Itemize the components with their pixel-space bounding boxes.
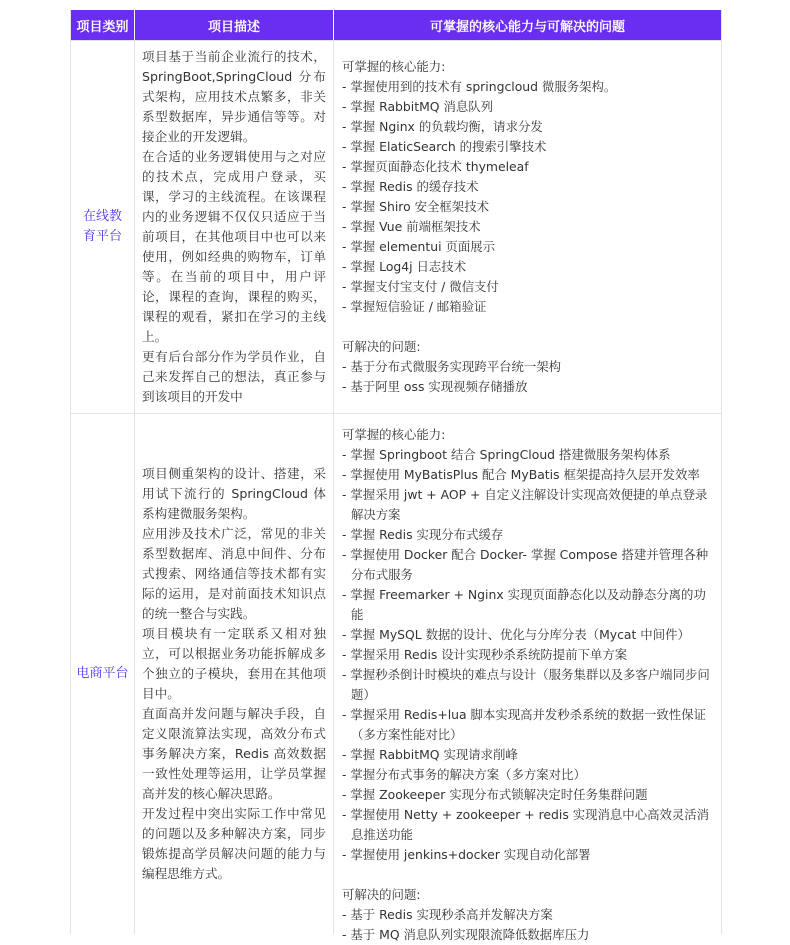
row-description <box>135 414 334 934</box>
capability-item: - 掌握使用 Netty + zookeeper + redis 实现消息中心高效灵活消息推送功能 <box>342 807 710 842</box>
capabilities-title: 可掌握的核心能力: <box>342 427 446 442</box>
description-paragraph: 直面高并发问题与解决手段，自定义限流算法实现，高效分布式事务解决方案，Redis 高效数据一致性处理等运用，让学员掌握高并发的核心解决思路。 <box>142 706 326 801</box>
header-category: 项目类别 <box>71 10 135 40</box>
description-paragraph: 项目模块有一定联系又相对独立，可以根据业务功能拆解成多个独立的子模块，套用在其他项目中。 <box>142 626 326 701</box>
capability-item: - 掌握 Redis 实现分布式缓存 <box>342 527 504 542</box>
capability-item: - 掌握 Redis 的缓存技术 <box>342 179 479 194</box>
row-category: 在线教育平台 <box>71 41 135 413</box>
problem-item: - 基于 Redis 实现秒杀高并发解决方案 <box>342 907 553 922</box>
capability-item: - 掌握 RabbitMQ 消息队列 <box>342 99 494 114</box>
capability-item: - 掌握使用到的技术有 springcloud 微服务架构。 <box>342 79 617 94</box>
row-description <box>135 41 334 413</box>
capabilities-title: 可掌握的核心能力: <box>342 59 446 74</box>
capability-item: - 掌握 Log4j 日志技术 <box>342 259 467 274</box>
problems-title: 可解决的问题: <box>342 339 421 354</box>
capability-item: - 掌握分布式事务的解决方案（多方案对比） <box>342 767 586 782</box>
capability-item: - 掌握采用 jwt + AOP + 自定义注解设计实现高效便捷的单点登录解决方案 <box>342 487 708 522</box>
capability-item: - 掌握 Freemarker + Nginx 实现页面静态化以及动静态分离的功能 <box>342 587 706 622</box>
spacer <box>342 865 713 885</box>
header-description: 项目描述 <box>135 10 334 40</box>
problem-item: - 基于 MQ 消息队列实现限流降低数据库压力 <box>342 927 590 942</box>
capability-item: - 掌握支付宝支付 / 微信支付 <box>342 279 499 294</box>
capability-item: - 掌握 Springboot 结合 SpringCloud 搭建微服务架构体系 <box>342 447 671 462</box>
description-paragraph: 更有后台部分作为学员作业，自己来发挥自己的想法，真正参与到该项目的开发中 <box>142 349 326 404</box>
capability-item: - 掌握 Vue 前端框架技术 <box>342 219 481 234</box>
capability-item: - 掌握使用 MyBatisPlus 配合 MyBatis 框架提高持久层开发效率 <box>342 467 700 482</box>
description-paragraph: 应用涉及技术广泛，常见的非关系型数据库、消息中间件、分布式搜索、网络通信等技术都有实际的运用，是对前面技术知识点的统一整合与实践。 <box>142 526 326 621</box>
capability-item: - 掌握 ElaticSearch 的搜索引擎技术 <box>342 139 547 154</box>
spacer <box>342 317 713 337</box>
problem-item: - 基于分布式微服务实现跨平台统一架构 <box>342 359 562 374</box>
capability-item: - 掌握 Zookeeper 实现分布式锁解决定时任务集群问题 <box>342 787 648 802</box>
capability-item: - 掌握使用 jenkins+docker 实现自动化部署 <box>342 847 591 862</box>
row-capabilities <box>334 414 721 942</box>
capability-item: - 掌握秒杀倒计时模块的难点与设计（服务集群以及多客户端同步问题） <box>342 667 710 702</box>
capability-item: - 掌握采用 Redis 设计实现秒杀系统防提前下单方案 <box>342 647 628 662</box>
description-paragraph: 在合适的业务逻辑使用与之对应的技术点，完成用户登录，买课，学习的主线流程。在该课程内的业务逻辑不仅仅只适应于当前项目，在其他项目中也可以来使用，例如经典的购物车，订单等。在当前的项目中，用户评论，课程的查询，课程的购买，课程的观看，紧扣在学习的主线上。 <box>142 149 326 344</box>
capability-item: - 掌握 MySQL 数据的设计、优化与分库分表（Mycat 中间件） <box>342 627 690 642</box>
problem-item: - 基于阿里 oss 实现视频存储播放 <box>342 379 528 394</box>
capability-item: - 掌握采用 Redis+lua 脚本实现高并发秒杀系统的数据一致性保证（多方案性能对比） <box>342 707 706 742</box>
capability-item: - 掌握 Nginx 的负载均衡，请求分发 <box>342 119 543 134</box>
capability-item: - 掌握 RabbitMQ 实现请求削峰 <box>342 747 518 762</box>
header-capabilities: 可掌握的核心能力与可解决的问题 <box>429 19 625 35</box>
description-paragraph: 项目基于当前企业流行的技术，SpringBoot,SpringCloud 分布式架构，应用技术点繁多，非关系型数据库，异步通信等等。对接企业的开发逻辑。 <box>142 49 326 144</box>
course-table <box>70 10 722 942</box>
row-category: 电商平台 <box>71 414 135 934</box>
row-capabilities <box>334 41 721 413</box>
capability-item: - 掌握使用 Docker 配合 Docker- 掌握 Compose 搭建并管理各种分布式服务 <box>342 547 709 582</box>
description-paragraph: 开发过程中突出实际工作中常见的问题以及多种解决方案，同步锻炼提高学员解决问题的能力与编程思维方式。 <box>142 806 326 881</box>
table-row <box>71 40 721 413</box>
description-paragraph: 项目侧重架构的设计、搭建，采用试下流行的 SpringCloud 体系构建微服务架构。 <box>142 466 326 521</box>
capability-item: - 掌握页面静态化技术 thymeleaf <box>342 159 529 174</box>
capability-item: - 掌握 elementui 页面展示 <box>342 239 496 254</box>
capability-item: - 掌握短信验证 / 邮箱验证 <box>342 299 487 314</box>
table-row <box>71 413 721 942</box>
problems-title: 可解决的问题: <box>342 887 421 902</box>
table-header <box>71 10 721 40</box>
capability-item: - 掌握 Shiro 安全框架技术 <box>342 199 489 214</box>
